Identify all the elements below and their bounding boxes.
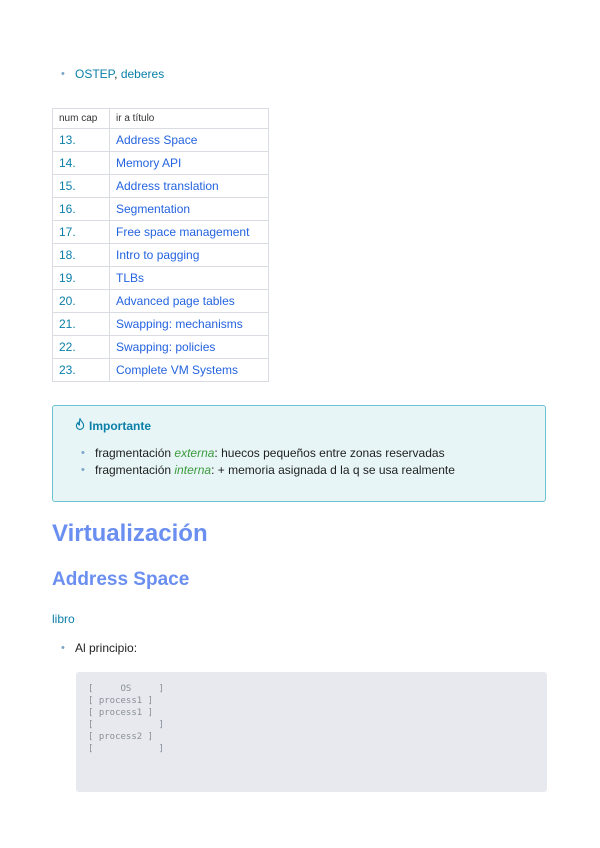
callout-item-post: : huecos pequeños entre zonas reservadas	[214, 446, 445, 460]
chapter-number: 16.	[53, 198, 110, 221]
callout-item-pre: fragmentación	[95, 446, 175, 460]
chapter-number: 15.	[53, 175, 110, 198]
table-row	[53, 267, 269, 290]
table-row	[53, 359, 269, 382]
chapter-number: 22.	[53, 336, 110, 359]
table-row	[53, 175, 269, 198]
table-row	[53, 244, 269, 267]
header-ir-a-titulo: ir a título	[110, 109, 269, 129]
code-content: [ OS ] [ process1 ] [ process1 ] [ ] [ process2 ] [ ]	[88, 684, 164, 754]
table-row	[53, 198, 269, 221]
chapter-link[interactable]: Address translation	[110, 175, 269, 198]
chapter-number: 13.	[53, 129, 110, 152]
table-row	[53, 152, 269, 175]
table-row	[53, 221, 269, 244]
chapter-number: 18.	[53, 244, 110, 267]
top-links-list	[61, 66, 164, 82]
table-row	[53, 336, 269, 359]
table-row	[53, 313, 269, 336]
callout-item-emphasis: externa	[174, 446, 215, 460]
chapter-number: 19.	[53, 267, 110, 290]
chapter-link[interactable]: Memory API	[110, 152, 269, 175]
chapter-link[interactable]: Swapping: mechanisms	[110, 313, 269, 336]
chapter-link[interactable]: Swapping: policies	[110, 336, 269, 359]
chapter-number: 17.	[53, 221, 110, 244]
chapter-link[interactable]: Segmentation	[110, 198, 269, 221]
chapter-number: 14.	[53, 152, 110, 175]
list-item	[81, 445, 455, 462]
list-item	[81, 462, 455, 479]
callout-item-post: : + memoria asignada d la q se usa realmente	[211, 463, 455, 477]
chapter-link[interactable]: Free space management	[110, 221, 269, 244]
al-principio-list	[61, 640, 137, 656]
table-row	[53, 129, 269, 152]
table-row	[53, 290, 269, 313]
ostep-link[interactable]: OSTEP	[75, 67, 115, 81]
callout-title	[75, 418, 151, 433]
code-block	[76, 672, 547, 792]
link-separator: ,	[114, 67, 118, 81]
libro-link[interactable]: libro	[52, 612, 75, 626]
chapter-number: 21.	[53, 313, 110, 336]
chapter-link[interactable]: Address Space	[110, 129, 269, 152]
table-header-row	[53, 109, 269, 129]
top-links-item	[61, 66, 164, 82]
callout-item-pre: fragmentación	[95, 463, 175, 477]
chapter-link[interactable]: Complete VM Systems	[110, 359, 269, 382]
callout-title-text: Importante	[89, 419, 152, 433]
chapter-number: 23.	[53, 359, 110, 382]
list-item: • Al principio:	[61, 640, 137, 656]
header-num-cap: num cap	[53, 109, 110, 129]
deberes-link[interactable]: deberes	[120, 67, 165, 81]
callout-item-emphasis: interna	[174, 463, 212, 477]
heading-address-space: Address Space	[52, 569, 190, 590]
chapter-link[interactable]: TLBs	[110, 267, 269, 290]
chapters-table	[52, 108, 269, 382]
chapter-link[interactable]: Intro to pagging	[110, 244, 269, 267]
importante-callout	[52, 405, 546, 502]
chapter-number: 20.	[53, 290, 110, 313]
callout-list	[81, 445, 455, 479]
chapter-link[interactable]: Advanced page tables	[110, 290, 269, 313]
heading-virtualizacion: Virtualización	[52, 520, 208, 547]
fire-icon	[75, 418, 85, 433]
